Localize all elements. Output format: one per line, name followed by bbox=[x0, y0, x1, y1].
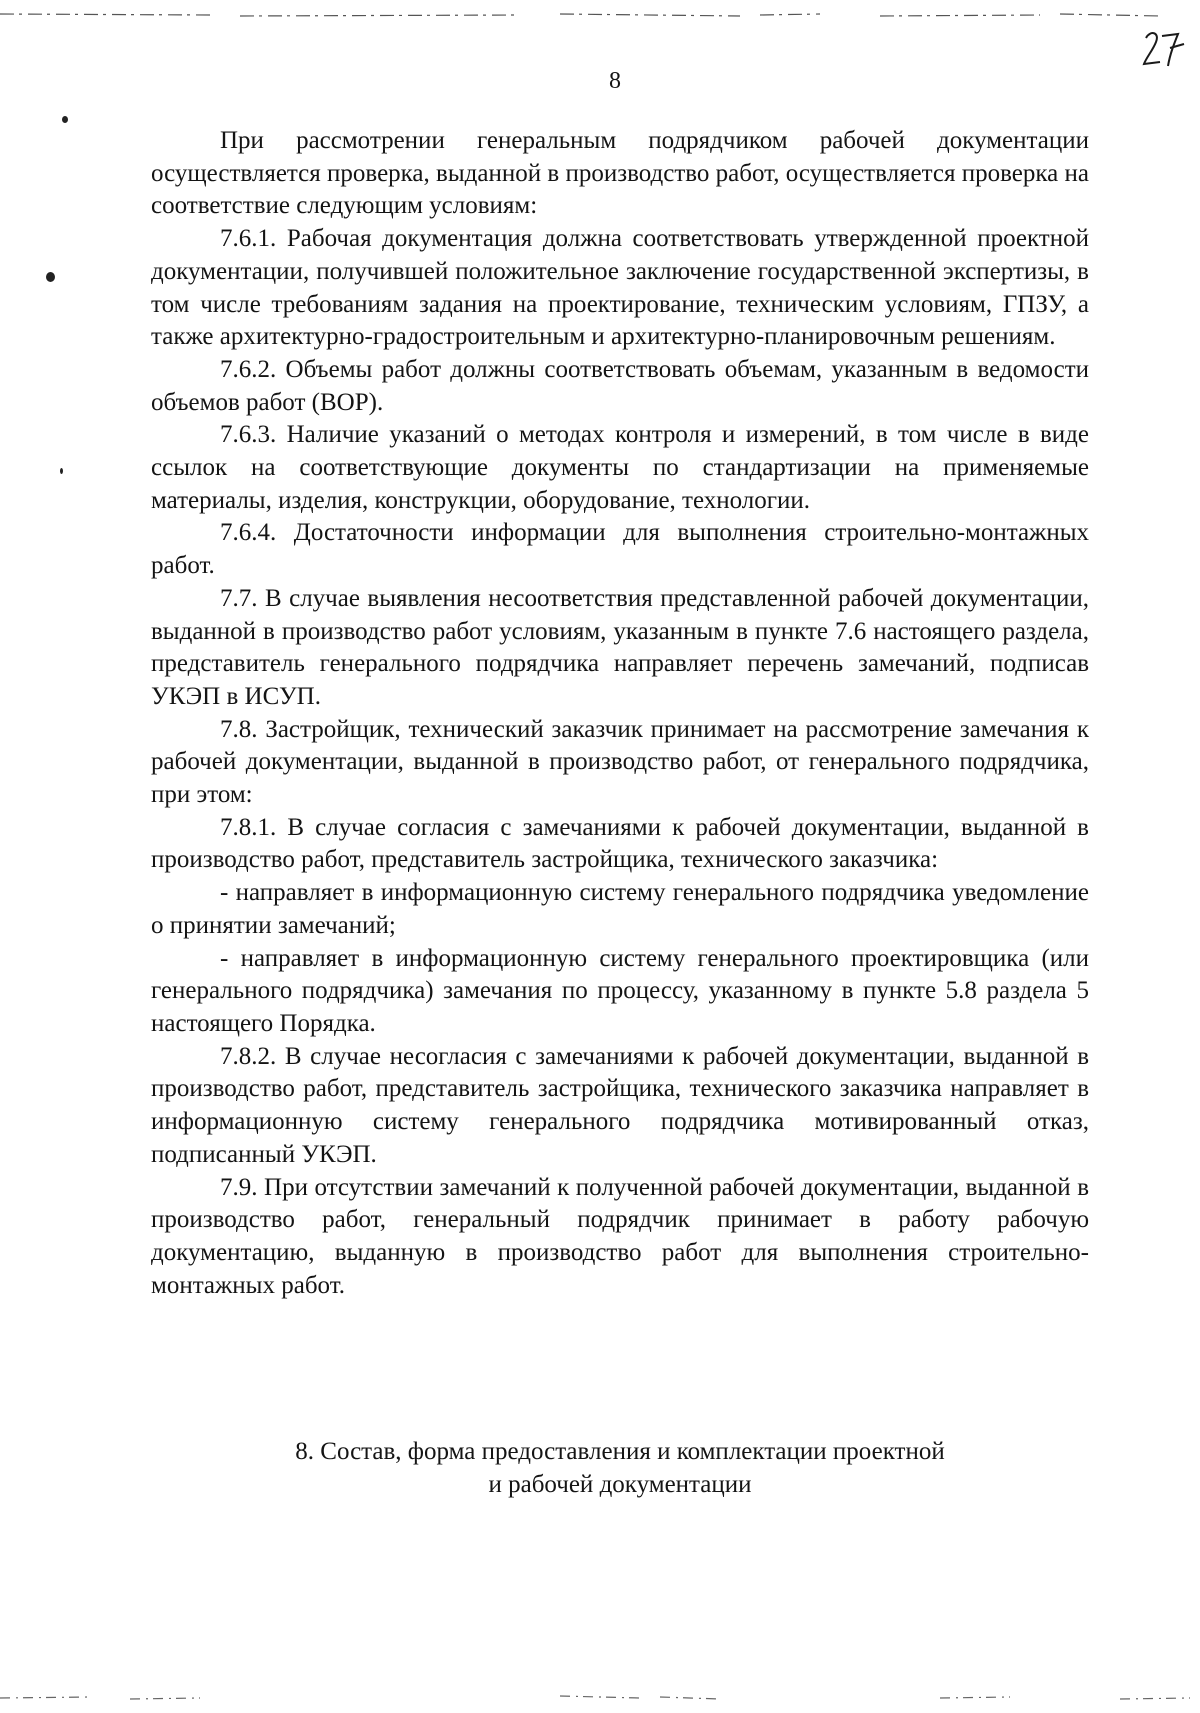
paragraph-7-9: 7.9. При отсутствии замечаний к полученной рабочей документации, выданной в производство работ, генеральный подрядчик принимает в работу рабочую документацию, выданную в производство работ для выполнения строительно-монтажных работ. bbox=[151, 1173, 1089, 1299]
document-body bbox=[151, 125, 1089, 1302]
scan-speck bbox=[46, 272, 55, 282]
paragraph-7-6-4: 7.6.4. Достаточности информации для выполнения строительно-монтажных работ. bbox=[151, 519, 1089, 580]
scan-speck bbox=[62, 116, 68, 123]
scan-noise-top bbox=[0, 10, 1200, 20]
section-heading bbox=[151, 1435, 1089, 1501]
paragraph-7-6-3: 7.6.3. Наличие указаний о методах контроля и измерений, в том числе в виде ссылок на соответствующие документы по стандартизации на применяемые материалы, изделия, конструкции, оборудование, технологии. bbox=[151, 421, 1089, 514]
section-heading-line-1: 8. Состав, форма предоставления и комплектации проектной bbox=[295, 1438, 945, 1465]
paragraph-intro: При рассмотрении генеральным подрядчиком рабочей документации осуществляется проверка, выданной в производство работ, осуществляется проверка на соответствие следующим условиям: bbox=[151, 127, 1089, 220]
paragraph-7-8: 7.8. Застройщик, технический заказчик принимает на рассмотрение замечания к рабочей документации, выданной в производство работ, от генерального подрядчика, при этом: bbox=[151, 715, 1089, 809]
section-heading-line-2: и рабочей документации bbox=[488, 1471, 752, 1498]
paragraph-7-6-1: 7.6.1. Рабочая документация должна соответствовать утвержденной проектной документации, получившей положительное заключение государственной экспертизы, в том числе требованиям задания на проектирование, техническим условиям, ГПЗУ, а также архитектурно-градостроительным и архитектурно-планировочным решениям. bbox=[151, 225, 1089, 351]
paragraph-7-6-2: 7.6.2. Объемы работ должны соответствовать объемам, указанным в ведомости объемов работ (ВОР). bbox=[151, 355, 1089, 416]
paragraph-7-8-2: 7.8.2. В случае несогласия с замечаниями к рабочей документации, выданной в производство работ, представитель застройщика, технического заказчика направляет в информационную систему генерального подрядчика мотивированный отказ, подписанный УКЭП. bbox=[151, 1042, 1089, 1168]
list-item-notification: - направляет в информационную систему генерального подрядчика уведомление о принятии замечаний; bbox=[151, 879, 1089, 939]
paragraph-7-7: 7.7. В случае выявления несоответствия представленной рабочей документации, выданной в производство работ условиям, указанным в пункте 7.6 настоящего раздела, представитель генерального подрядчика направляет перечень замечаний, подписав УКЭП в ИСУП. bbox=[151, 584, 1089, 710]
page-number: 8 bbox=[609, 68, 621, 94]
scan-noise-bottom bbox=[0, 1690, 1200, 1704]
paragraph-7-8-1: 7.8.1. В случае согласия с замечаниями к рабочей документации, выданной в производство работ, представитель застройщика, технического заказчика: bbox=[151, 813, 1089, 874]
handwritten-page-mark bbox=[1140, 24, 1188, 70]
scan-speck bbox=[60, 468, 63, 474]
list-item-remarks: - направляет в информационную систему генерального проектировщика (или генерального подрядчика) замечания по процессу, указанному в пункте 5.8 раздела 5 настоящего Порядка. bbox=[151, 944, 1089, 1037]
